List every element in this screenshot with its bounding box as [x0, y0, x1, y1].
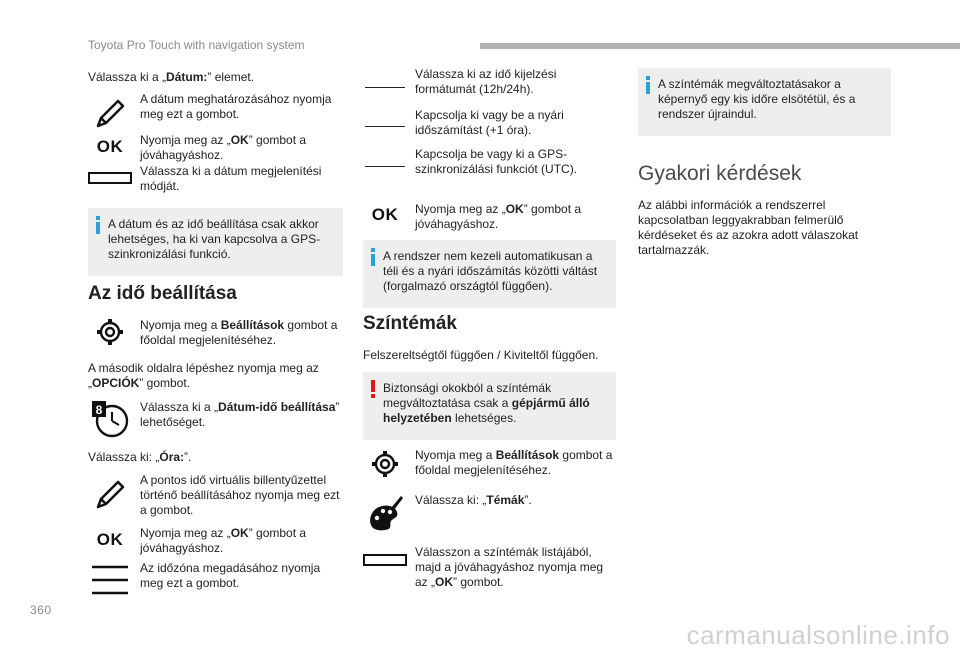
header-title: Toyota Pro Touch with navigation system: [88, 38, 305, 52]
ok-icon: [88, 517, 132, 561]
section-heading-faq: Gyakori kérdések: [638, 162, 802, 185]
pencil-icon: [88, 473, 132, 517]
step-text: A dátum meghatározásához nyomja meg ezt a gombot.: [140, 92, 332, 121]
list-icon: [88, 558, 132, 602]
header-bar: [480, 43, 960, 49]
gear-icon: [363, 442, 407, 486]
line-icon: [363, 104, 407, 148]
section-heading-themes: Színtémák: [363, 313, 457, 334]
intro-date: Válassza ki a „Dátum:” elemet.: [88, 70, 255, 84]
para-faq: Az alábbi információk a rendszerrel kapcsolatban leggyakrabban felmerülő kérdéseket és az azokra adott válaszokat tartalmazzák.: [638, 198, 859, 257]
step-text: Válassza ki az idő kijelzési formátumát (12h/24h).: [415, 67, 557, 96]
step-text: Nyomja meg az „OK” gombot a jóváhagyáshoz.: [415, 202, 582, 231]
info-note-dst: [363, 240, 616, 308]
badge-number: 8: [95, 403, 103, 417]
dropdown-field-icon: [88, 156, 132, 200]
note-text: A színtémák megváltoztatásakor a képernyő egy kis időre elsötétül, és a rendszer újraindul.: [658, 77, 856, 121]
step-text: A pontos idő virtuális billentyűzettel történő beállításához nyomja meg ezt a gombot.: [140, 473, 340, 517]
step-text: Válassza ki: „Témák”.: [415, 493, 532, 507]
step-text: Nyomja meg a Beállítások gombot a főoldal megjelenítéséhez.: [415, 448, 613, 477]
step-text: Nyomja meg az „OK” gombot a jóváhagyáshoz.: [140, 526, 307, 555]
note-text: A dátum és az idő beállítása csak akkor lehetséges, ha ki van kapcsolva a GPS-szinkronizálási funkció.: [108, 217, 321, 261]
ok-icon-label: OK: [96, 136, 124, 156]
step-text: Válassza ki a „Dátum-idő beállítása” lehetőséget.: [140, 400, 340, 429]
warning-note: [363, 372, 616, 440]
gear-icon: [88, 310, 132, 354]
line-icon: [363, 65, 407, 109]
clock-badge-icon: [88, 396, 132, 440]
note-text: Biztonsági okokból a színtémák megváltoztatása csak a gépjármű álló helyzetében lehetséges.: [383, 381, 590, 425]
line-icon: [363, 144, 407, 188]
step-text: Nyomja meg az „OK” gombot a jóváhagyáshoz.: [140, 133, 307, 162]
step-text: Nyomja meg a Beállítások gombot a főoldal megjelenítéséhez.: [140, 318, 338, 347]
ok-icon-label: OK: [96, 529, 124, 549]
note-text: A rendszer nem kezeli automatikusan a téli és a nyári időszámítás közötti váltást (forgalmazó országtól függően).: [383, 249, 598, 293]
dropdown-field-icon: [363, 538, 407, 582]
watermark: carmanualsonline.info: [686, 620, 950, 649]
info-note-gps: [88, 208, 343, 276]
para-equipment: Felszereltségtől függően / Kiviteltől függően.: [363, 348, 599, 362]
step-text: Válassza ki a dátum megjelenítési módját.: [140, 164, 322, 193]
ok-icon: [363, 192, 407, 236]
page-number: 360: [30, 603, 52, 617]
step-text: Kapcsolja be vagy ki a GPS-szinkronizálási funkciót (UTC).: [415, 147, 578, 176]
step-text: Kapcsolja ki vagy be a nyári időszámítást (+1 óra).: [415, 108, 564, 137]
info-note-theme-restart: [638, 68, 891, 136]
ok-icon-label: OK: [371, 204, 399, 224]
step-text: Az időzóna megadásához nyomja meg ezt a gombot.: [140, 561, 321, 590]
step-text: Válasszon a színtémák listájából, majd a jóváhagyáshoz nyomja meg az „OK” gombot.: [415, 545, 604, 589]
palette-icon: [363, 491, 407, 535]
para-hour: Válassza ki: „Óra:”.: [88, 450, 192, 464]
section-heading-time: Az idő beállítása: [88, 283, 237, 304]
para-options: A második oldalra lépéshez nyomja meg az „OPCIÓK” gombot.: [88, 361, 319, 390]
